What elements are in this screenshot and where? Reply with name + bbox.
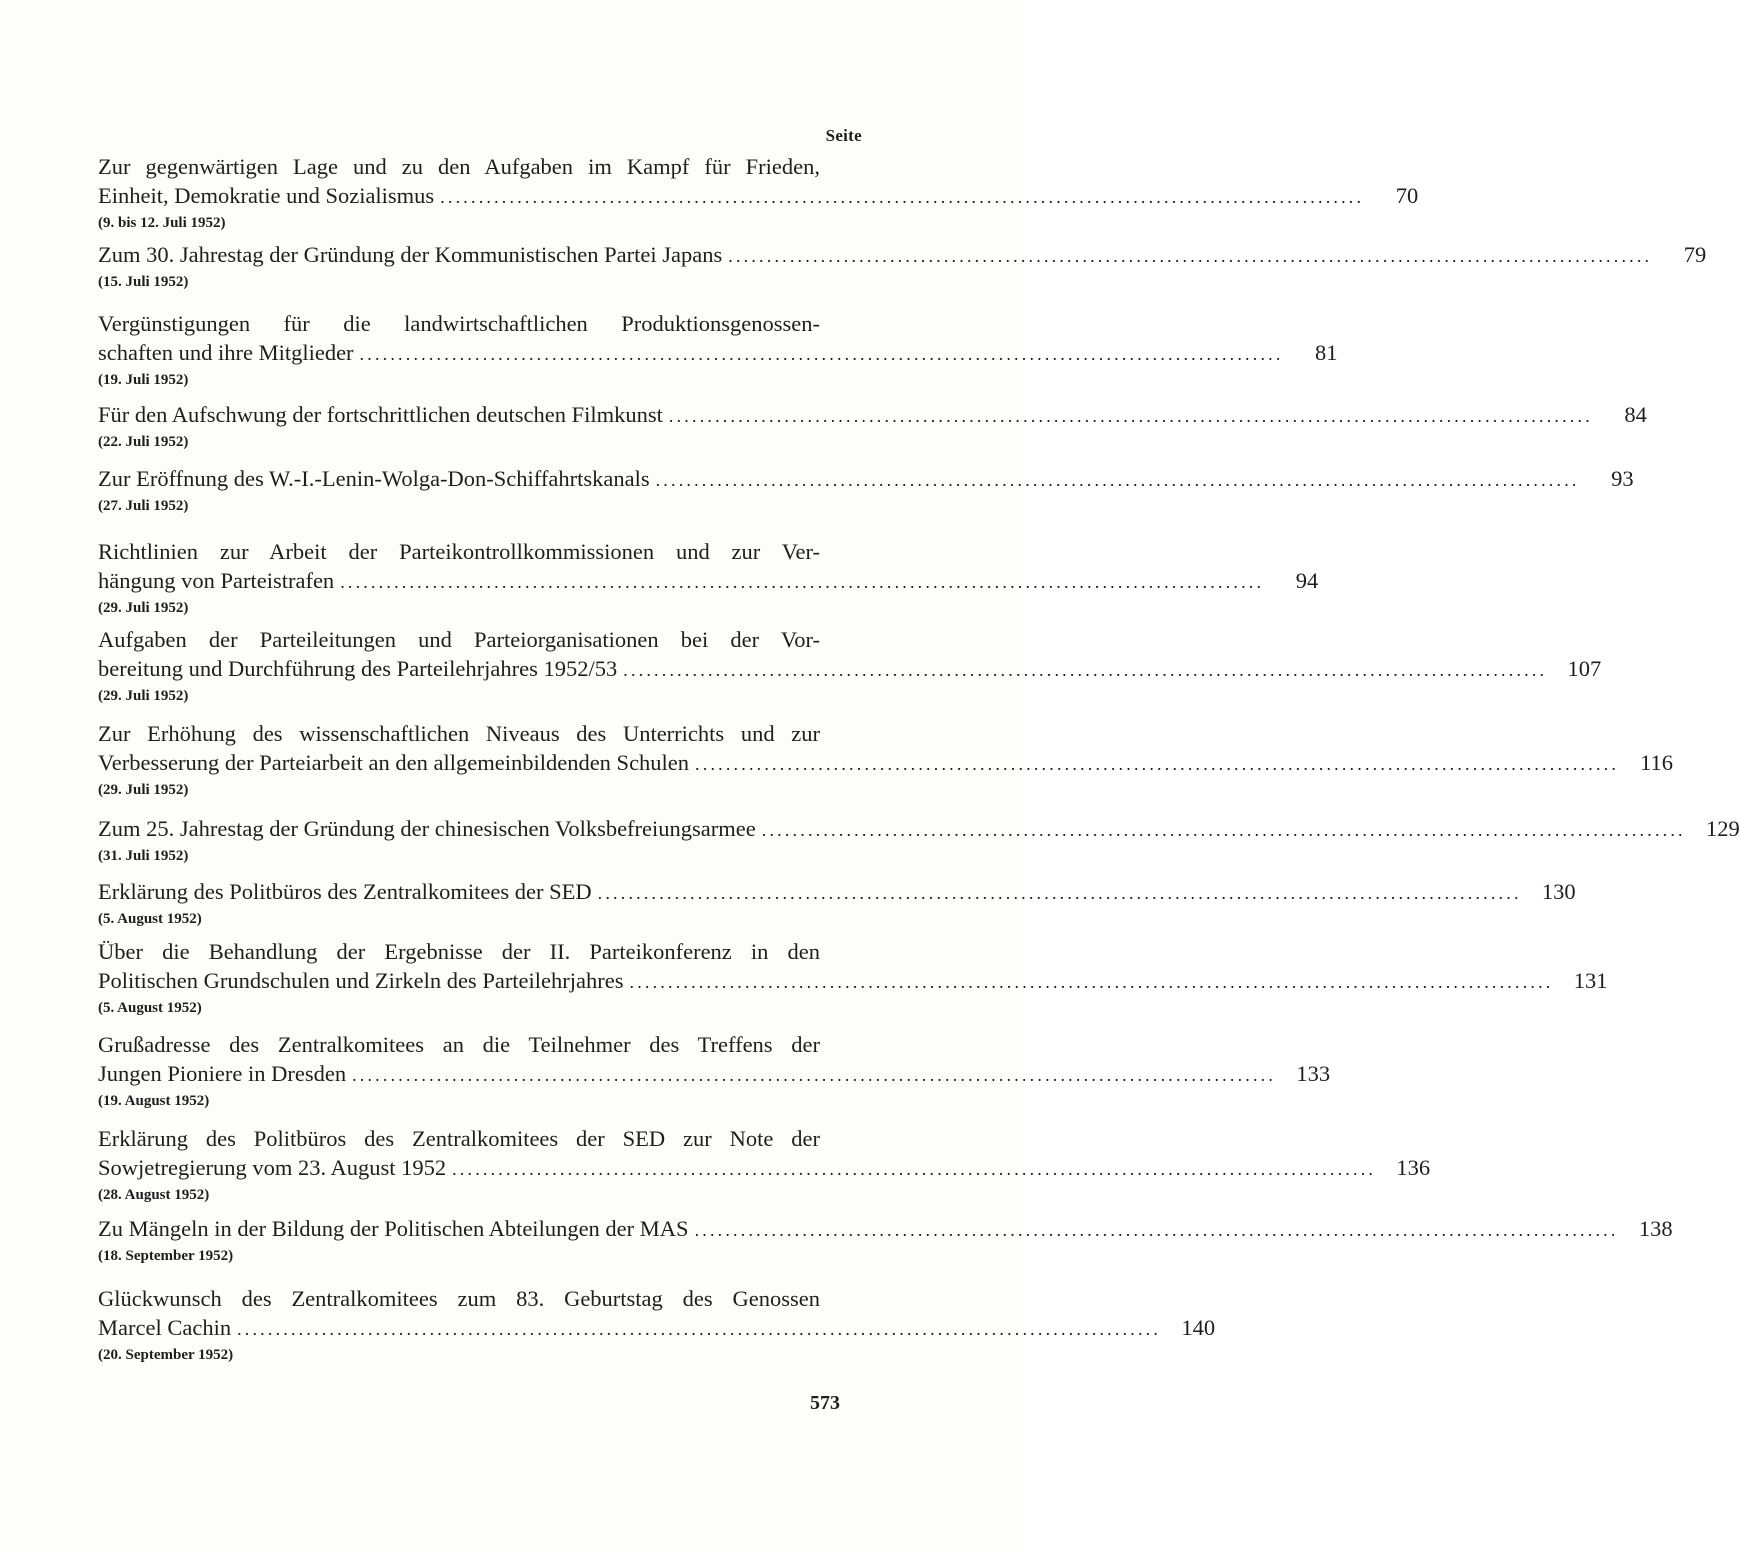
entry-last-line bbox=[98, 566, 1319, 595]
entry-last-line bbox=[98, 877, 1576, 906]
entry-last-line bbox=[98, 966, 1608, 995]
entry-last-line bbox=[98, 240, 1707, 269]
entry-title-line: Politischen Grundschulen und Zirkeln des Parteilehrjahres bbox=[98, 968, 624, 993]
toc-entry bbox=[98, 625, 1602, 707]
entry-title-line: Zur Erhöhung des wissenschaftlichen Niveaus des Unterrichts und zur bbox=[98, 721, 820, 746]
entry-title-line: Jungen Pioniere in Dresden bbox=[98, 1061, 347, 1086]
entry-last-line bbox=[98, 181, 1419, 210]
entry-date: (5. August 1952) bbox=[98, 1000, 202, 1016]
entry-title-line: Über die Behandlung der Ergebnisse der II. Parteikonferenz in den bbox=[98, 939, 820, 964]
entry-title-line: Einheit, Demokratie und Sozialismus bbox=[98, 183, 435, 208]
dot-leader: ........................................................................................................................ bbox=[359, 344, 1284, 364]
entry-last-line bbox=[98, 654, 1602, 683]
toc-entry bbox=[98, 537, 1319, 619]
entry-date: (19. August 1952) bbox=[98, 1093, 210, 1109]
toc-entry bbox=[98, 152, 1419, 234]
dot-leader: ........................................................................................................................ bbox=[237, 1319, 1162, 1339]
entry-page-number: 131 bbox=[1573, 968, 1608, 993]
toc-entry bbox=[98, 1124, 1431, 1206]
toc-entry bbox=[98, 1214, 1673, 1267]
entry-page-number: 107 bbox=[1567, 656, 1602, 681]
entry-last-line bbox=[98, 814, 1740, 843]
entry-title-line: Zu Mängeln in der Bildung der Politischen Abteilungen der MAS bbox=[98, 1216, 689, 1241]
entry-page-number: 129 bbox=[1706, 816, 1740, 841]
entry-title-line: Zum 25. Jahrestag der Gründung der chinesischen Volksbefreiungsarmee bbox=[98, 816, 756, 841]
entry-last-line bbox=[98, 1214, 1673, 1243]
toc-entry bbox=[98, 877, 1576, 930]
entry-page-number: 133 bbox=[1296, 1061, 1331, 1086]
entry-date: (29. Juli 1952) bbox=[98, 782, 189, 798]
entry-date: (18. September 1952) bbox=[98, 1248, 234, 1264]
entry-title-line: Zur Eröffnung des W.-I.-Lenin-Wolga-Don-Schiffahrtskanals bbox=[98, 466, 650, 491]
entry-title-line: Vergünstigungen für die landwirtschaftlichen Produktionsgenossen- bbox=[98, 311, 820, 336]
entry-page-number: 70 bbox=[1395, 183, 1419, 208]
entry-page-number: 136 bbox=[1396, 1155, 1431, 1180]
entry-title-line: Richtlinien zur Arbeit der Parteikontrollkommissionen und zur Ver- bbox=[98, 539, 820, 564]
dot-leader: ........................................................................................................................ bbox=[452, 1159, 1377, 1179]
entry-title-line: Glückwunsch des Zentralkomitees zum 83. Geburtstag des Genossen bbox=[98, 1286, 820, 1311]
entry-last-line bbox=[98, 1313, 1216, 1342]
entry-page-number: 138 bbox=[1638, 1216, 1673, 1241]
entry-date: (5. August 1952) bbox=[98, 911, 202, 927]
toc-entry bbox=[98, 400, 1647, 453]
toc-entry bbox=[98, 240, 1707, 293]
entry-date: (15. Juli 1952) bbox=[98, 274, 189, 290]
entry-title-line: Zur gegenwärtigen Lage und zu den Aufgaben im Kampf für Frieden, bbox=[98, 154, 820, 179]
entry-last-line bbox=[98, 1153, 1431, 1182]
entry-date: (20. September 1952) bbox=[98, 1347, 234, 1363]
entry-title-line: Marcel Cachin bbox=[98, 1315, 232, 1340]
entry-page-number: 93 bbox=[1611, 466, 1634, 491]
dot-leader: ........................................................................................................................ bbox=[668, 406, 1593, 426]
toc-entry bbox=[98, 1284, 1216, 1366]
dot-leader: ........................................................................................................................ bbox=[440, 187, 1365, 207]
entry-title-line: Sowjetregierung vom 23. August 1952 bbox=[98, 1155, 447, 1180]
entry-title-line: Für den Aufschwung der fortschrittlichen deutschen Filmkunst bbox=[98, 402, 663, 427]
entry-page-number: 79 bbox=[1683, 242, 1707, 267]
entry-page-number: 130 bbox=[1541, 879, 1576, 904]
dot-leader: ........................................................................................................................ bbox=[623, 660, 1548, 680]
entry-title-line: Aufgaben der Parteileitungen und Parteiorganisationen bei der Vor- bbox=[98, 627, 820, 652]
entry-date: (27. Juli 1952) bbox=[98, 498, 189, 514]
entry-title-line: Erklärung des Politbüros des Zentralkomitees der SED bbox=[98, 879, 592, 904]
entry-page-number: 84 bbox=[1624, 402, 1647, 427]
toc-entry bbox=[98, 464, 1634, 517]
toc-entry bbox=[98, 1030, 1331, 1112]
entry-last-line bbox=[98, 748, 1674, 777]
entry-page-number: 94 bbox=[1295, 568, 1319, 593]
entry-title-line: Erklärung des Politbüros des Zentralkomitees der SED zur Note der bbox=[98, 1126, 820, 1151]
entry-title-line: Verbesserung der Parteiarbeit an den allgemeinbildenden Schulen bbox=[98, 750, 690, 775]
dot-leader: ........................................................................................................................ bbox=[695, 754, 1620, 774]
entry-title-line: Zum 30. Jahrestag der Gründung der Kommunistischen Partei Japans bbox=[98, 242, 723, 267]
toc-entry bbox=[98, 719, 1674, 801]
entry-title-line: bereitung und Durchführung des Parteilehrjahres 1952/53 bbox=[98, 656, 618, 681]
toc-entry bbox=[98, 814, 1740, 867]
entry-last-line bbox=[98, 400, 1647, 429]
dot-leader: ........................................................................................................................ bbox=[761, 820, 1686, 840]
entry-date: (29. Juli 1952) bbox=[98, 688, 189, 704]
entry-date: (28. August 1952) bbox=[98, 1187, 210, 1203]
dot-leader: ........................................................................................................................ bbox=[352, 1065, 1277, 1085]
dot-leader: ........................................................................................................................ bbox=[340, 572, 1265, 592]
entry-page-number: 140 bbox=[1181, 1315, 1216, 1340]
page-column-header: Seite bbox=[825, 126, 862, 145]
entry-title-line: hängung von Parteistrafen bbox=[98, 568, 335, 593]
entry-date: (29. Juli 1952) bbox=[98, 600, 189, 616]
entry-title-line: Grußadresse des Zentralkomitees an die Teilnehmer des Treffens der bbox=[98, 1032, 820, 1057]
entry-date: (9. bis 12. Juli 1952) bbox=[98, 215, 226, 231]
entry-last-line bbox=[98, 1059, 1331, 1088]
dot-leader: ........................................................................................................................ bbox=[597, 883, 1522, 903]
page-number: 573 bbox=[810, 1392, 840, 1414]
entry-last-line bbox=[98, 338, 1338, 367]
entry-title-line: schaften und ihre Mitglieder bbox=[98, 340, 354, 365]
toc-entry bbox=[98, 309, 1338, 391]
entry-last-line bbox=[98, 464, 1634, 493]
entry-page-number: 81 bbox=[1315, 340, 1338, 365]
dot-leader: ........................................................................................................................ bbox=[694, 1220, 1619, 1240]
toc-entry bbox=[98, 937, 1608, 1019]
dot-leader: ........................................................................................................................ bbox=[728, 246, 1653, 266]
entry-date: (31. Juli 1952) bbox=[98, 848, 189, 864]
entry-date: (19. Juli 1952) bbox=[98, 372, 189, 388]
entry-page-number: 116 bbox=[1640, 750, 1674, 775]
dot-leader: ........................................................................................................................ bbox=[629, 972, 1554, 992]
entry-date: (22. Juli 1952) bbox=[98, 434, 189, 450]
dot-leader: ........................................................................................................................ bbox=[655, 470, 1580, 490]
